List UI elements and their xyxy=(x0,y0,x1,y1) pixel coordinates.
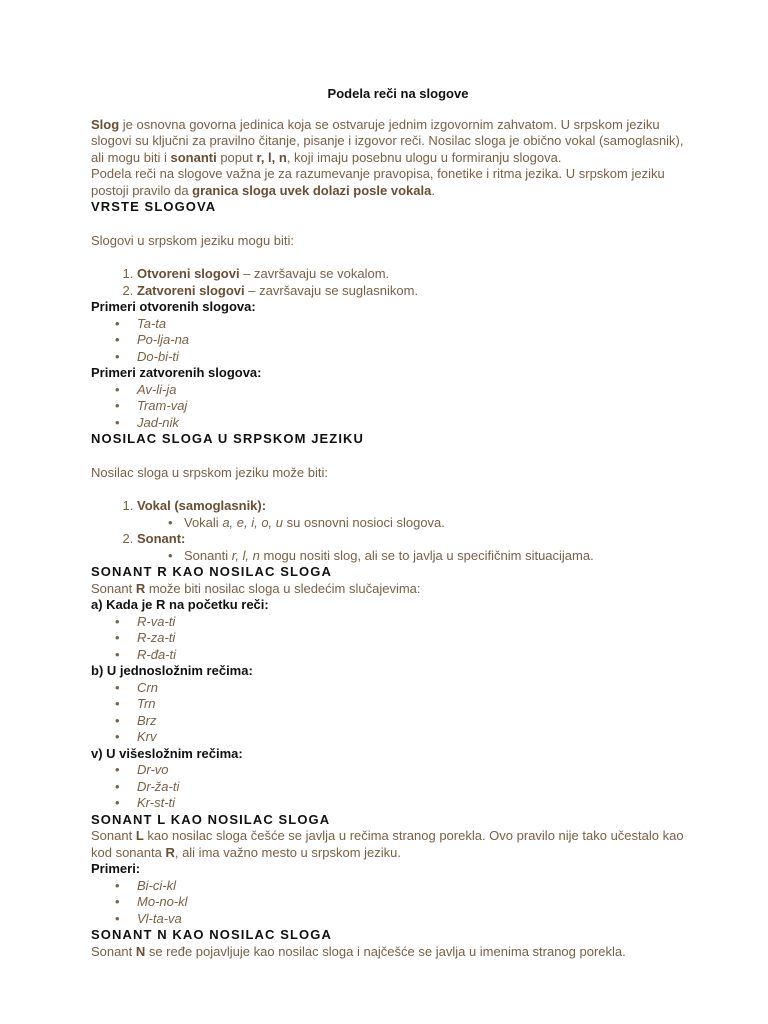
closed-examples-label: Primeri zatvorenih slogova: xyxy=(91,365,262,380)
sonant-l-examples-label: Primeri: xyxy=(91,861,141,876)
closed-examples-list xyxy=(91,382,691,432)
list-item: • Kr-st-ti xyxy=(137,795,691,812)
case-v-list xyxy=(91,762,691,812)
list-item xyxy=(137,498,691,531)
type-name: Zatvoreni slogovi xyxy=(137,282,245,298)
list-item: • Trn xyxy=(137,696,691,713)
intro-rule: granica sloga uvek dolazi posle vokala xyxy=(192,182,432,198)
case-a-list xyxy=(91,614,691,664)
intro-text: . xyxy=(431,182,435,198)
body-letter: R xyxy=(165,844,175,860)
list-item xyxy=(137,283,691,300)
case-b-label: b) U jednosložnim rečima: xyxy=(91,663,253,678)
body-letter: N xyxy=(135,943,146,959)
note-letters: r, l, n xyxy=(231,547,260,563)
open-examples-list xyxy=(91,316,691,366)
type-desc: – završavaju se vokalom. xyxy=(239,266,390,281)
vokal-label: Vokal (samoglasnik): xyxy=(137,498,267,513)
section-heading-nosilac: NOSILAC SLOGA U SRPSKOM JEZIKU xyxy=(91,431,365,446)
list-item: • Jad-nik xyxy=(137,415,691,432)
list-item: • Tram-vaj xyxy=(137,398,691,415)
intro-paragraph-2 xyxy=(91,166,691,199)
list-item: • Bi-ci-kl xyxy=(137,878,691,895)
list-item: • Crn xyxy=(137,680,691,697)
list-item xyxy=(137,266,691,283)
note-letters: a, e, i, o, u xyxy=(222,514,284,530)
list-item: • Ta-ta xyxy=(137,316,691,333)
sonant-l-text xyxy=(91,828,691,861)
list-item: • R-za-ti xyxy=(137,630,691,647)
case-v-label: v) U višesložnim rečima: xyxy=(91,745,243,761)
body-text: Sonant xyxy=(91,943,136,959)
sonant-label: Sonant: xyxy=(137,531,186,546)
body-text: se ređe pojavljuje kao nosilac sloga i najčešće se javlja u imenima stranog porekla. xyxy=(145,943,626,959)
list-item: • R-va-ti xyxy=(137,614,691,631)
note-text: Sonanti xyxy=(184,547,232,563)
open-examples-label: Primeri otvorenih slogova: xyxy=(91,299,256,314)
list-item: • Po-lja-na xyxy=(137,332,691,349)
document-title: Podela reči na slogove xyxy=(327,86,469,101)
intro-text: poput xyxy=(216,149,257,165)
intro-term-rln: r, l, n xyxy=(256,149,287,165)
intro-text: , koji imaju posebnu ulogu u formiranju slogova. xyxy=(286,149,562,165)
list-item xyxy=(137,531,691,564)
lead-text: Sonant xyxy=(91,580,136,596)
sonant-sublist xyxy=(137,548,691,565)
note-text: mogu nositi slog, ali se to javlja u specifičnim situacijama. xyxy=(259,547,594,563)
section-heading-sonant-n: SONANT N KAO NOSILAC SLOGA xyxy=(91,927,332,942)
list-item: • Mo-no-kl xyxy=(137,894,691,911)
list-item: • Dr-ža-ti xyxy=(137,779,691,796)
sonant-l-examples-list xyxy=(91,878,691,928)
list-item: • Brz xyxy=(137,713,691,730)
lead-letter: R xyxy=(135,580,146,596)
note-text: su osnovni nosioci slogova. xyxy=(283,514,445,530)
body-text: , ali ima važno mesto u srpskom jeziku. xyxy=(174,844,401,860)
intro-text: je osnovna govorna jedinica koja se ostvaruje jednim izgovornim zahvatom. U srpskom jeziku slogovi su ključni za pravilno čitanje, pisanje i izgovor reči. Nosilac sloga je obično vokal (samoglasnik), ali mogu biti i xyxy=(91,116,684,165)
section-heading-sonant-r: SONANT R KAO NOSILAC SLOGA xyxy=(91,564,332,579)
case-a-label: a) Kada je R na početku reči: xyxy=(91,597,269,612)
list-item: • Av-li-ja xyxy=(137,382,691,399)
list-item: • R-đa-ti xyxy=(137,647,691,664)
nosilac-lead: Nosilac sloga u srpskom jeziku može biti: xyxy=(91,464,328,480)
list-item: • Vl-ta-va xyxy=(137,911,691,928)
list-item xyxy=(184,548,691,565)
list-item xyxy=(184,515,691,532)
list-item: • Do-bi-ti xyxy=(137,349,691,366)
case-b-list xyxy=(91,680,691,746)
type-desc: – završavaju se suglasnikom. xyxy=(244,282,419,298)
intro-paragraph-1 xyxy=(91,117,691,167)
nosilac-list xyxy=(91,498,691,564)
document-page xyxy=(91,86,691,960)
vokal-sublist xyxy=(137,515,691,532)
section-heading-vrste: VRSTE SLOGOVA xyxy=(91,199,217,214)
syllable-types-list xyxy=(91,266,691,299)
body-letter: L xyxy=(135,828,144,843)
vrste-lead: Slogovi u srpskom jeziku mogu biti: xyxy=(91,232,295,248)
sonant-r-lead xyxy=(91,581,691,598)
body-text: Sonant xyxy=(91,828,136,843)
body-text: kao nosilac sloga češće se javlja u rečima stranog porekla. Ovo pravilo nije tako učestalo kao kod sonanta xyxy=(91,828,684,860)
list-item: • Krv xyxy=(137,729,691,746)
lead-text: može biti nosilac sloga u sledećim slučajevima: xyxy=(145,580,421,596)
type-name: Otvoreni slogovi xyxy=(137,266,240,281)
intro-text: Podela reči na slogove važna je za razumevanje pravopisa, fonetike i ritma jezika. U srpskom jeziku postoji pravilo da xyxy=(91,166,665,198)
intro-term-sonanti: sonanti xyxy=(170,149,217,165)
intro-term-slog: Slog xyxy=(91,116,120,132)
list-item: • Dr-vo xyxy=(137,762,691,779)
section-heading-sonant-l: SONANT L KAO NOSILAC SLOGA xyxy=(91,811,331,827)
sonant-n-text xyxy=(91,944,691,961)
note-text: Vokali xyxy=(184,514,223,530)
